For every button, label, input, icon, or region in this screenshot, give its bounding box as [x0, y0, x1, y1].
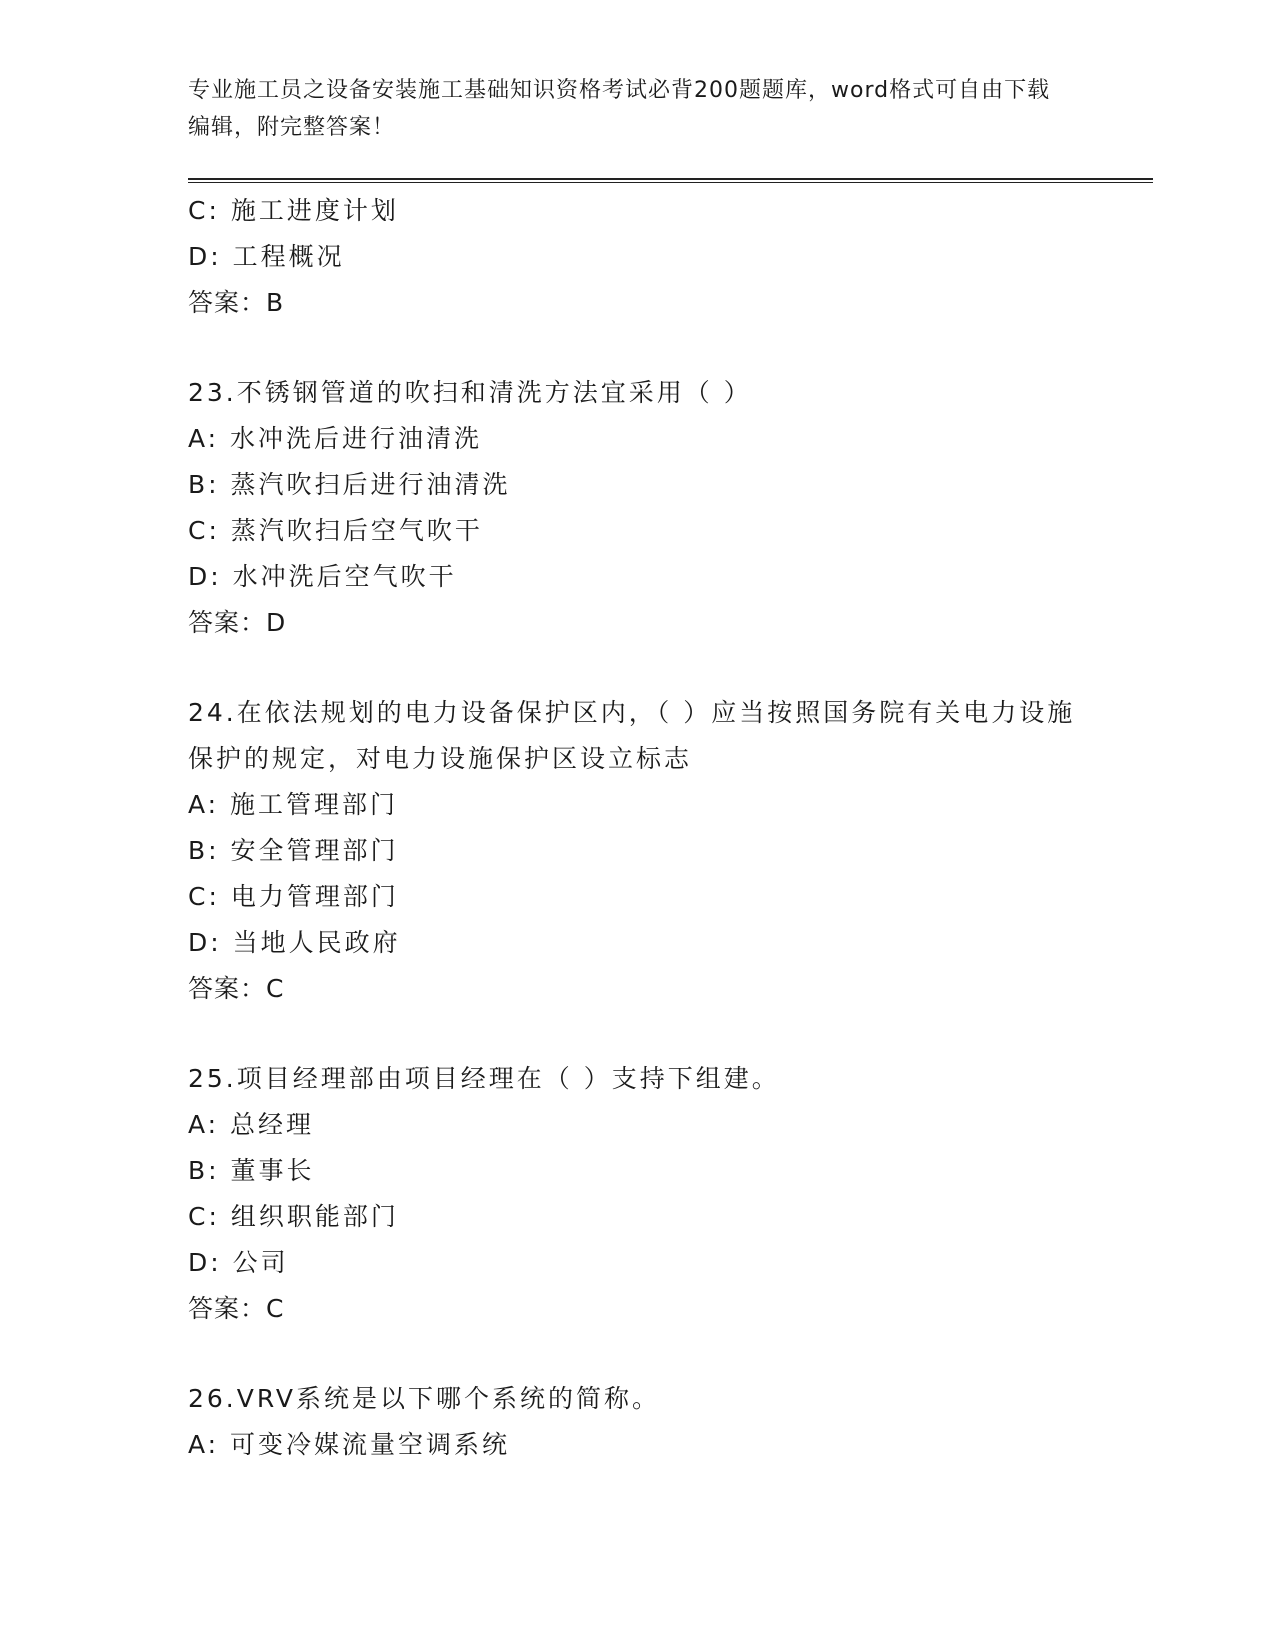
header-divider [188, 178, 1153, 183]
option-c: C: 施工进度计划 [188, 196, 399, 225]
question-23: 23.不锈钢管道的吹扫和清洗方法宜采用（ ） [188, 378, 752, 407]
option-d: D: 水冲洗后空气吹干 [188, 562, 457, 591]
question-25: 25.项目经理部由项目经理在（ ）支持下组建。 [188, 1064, 780, 1093]
answer-line: 答案：C [188, 1294, 285, 1323]
option-a: A: 总经理 [188, 1110, 315, 1139]
answer-line: 答案：D [188, 608, 287, 637]
option-d: D: 公司 [188, 1248, 289, 1277]
option-c: C: 电力管理部门 [188, 882, 399, 911]
option-b: B: 安全管理部门 [188, 836, 399, 865]
option-d: D: 工程概况 [188, 242, 345, 271]
option-c: C: 组织职能部门 [188, 1202, 399, 1231]
question-24: 24.在依法规划的电力设备保护区内，（ ）应当按照国务院有关电力设施保护的规定，对电力设施保护区设立标志 [188, 698, 1076, 773]
question-26: 26.VRV系统是以下哪个系统的简称。 [188, 1384, 660, 1413]
answer-line: 答案：C [188, 974, 285, 1003]
option-a: A: 可变冷媒流量空调系统 [188, 1430, 511, 1459]
option-b: B: 蒸汽吹扫后进行油清洗 [188, 470, 511, 499]
option-a: A: 水冲洗后进行油清洗 [188, 424, 483, 453]
option-a: A: 施工管理部门 [188, 790, 399, 819]
question-list [188, 188, 1088, 1468]
option-d: D: 当地人民政府 [188, 928, 401, 957]
option-c: C: 蒸汽吹扫后空气吹干 [188, 516, 483, 545]
answer-line: 答案：B [188, 288, 285, 317]
option-b: B: 董事长 [188, 1156, 315, 1185]
document-title: 专业施工员之设备安装施工基础知识资格考试必背200题题库，word格式可自由下载编辑，附完整答案！ [188, 78, 1051, 140]
